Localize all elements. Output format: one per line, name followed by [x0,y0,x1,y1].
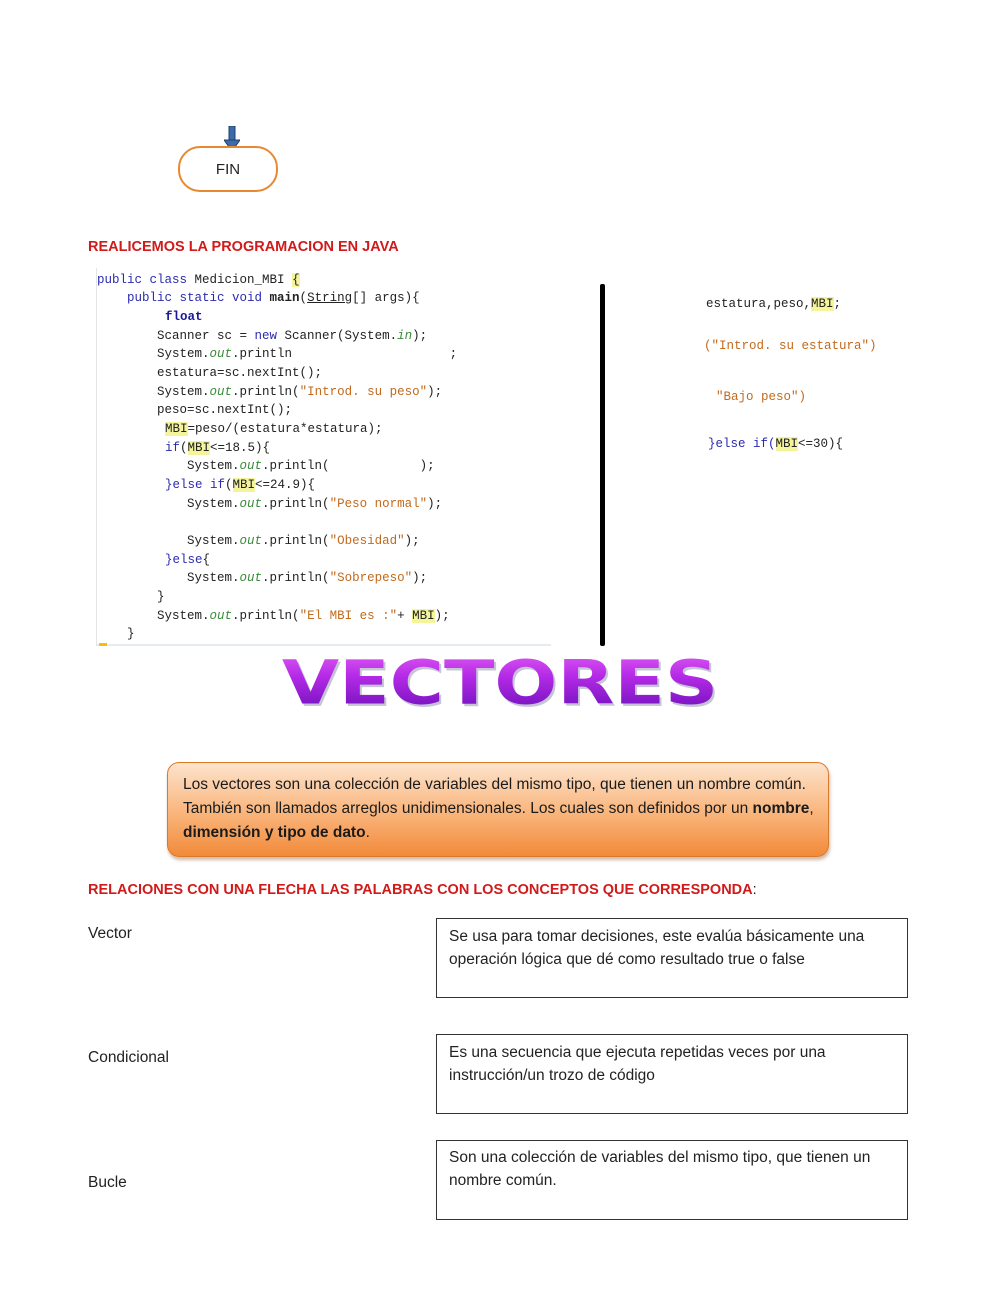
code-line: float [165,310,203,324]
definition-end: . [365,824,370,841]
code-line: public static void main(String[] args){ [97,291,420,305]
vertical-divider [600,284,605,646]
concept-box-vector[interactable]: Son una colección de variables del mismo tipo, que tienen un nombre común. [436,1140,908,1220]
word-condicional[interactable]: Condicional [88,1049,169,1066]
code-line: Scanner sc = new Scanner(System.in); [97,329,428,343]
code-line: }else if(MBI<=24.9){ [165,478,316,492]
definition-separator: , [809,800,814,817]
code-line: System.out.println ; [97,347,458,361]
code-line: } [97,627,135,641]
vectores-wordart-title: VECTORES [0,650,1000,716]
code-line: estatura=sc.nextInt(); [97,366,323,380]
definition-bold-name: nombre [752,800,810,817]
panel-bottom-marker [99,643,107,646]
code-line: System.out.println("Obesidad"); [97,534,420,548]
panel-bottom-rule [97,644,551,646]
code-line: public class Medicion_MBI { [97,273,300,287]
code-line: peso=sc.nextInt(); [97,403,293,417]
concept-box-loop[interactable]: Es una secuencia que ejecuta repetidas veces por una instrucción/un trozo de código [436,1034,908,1114]
end-label: FIN [215,160,241,178]
word-vector[interactable]: Vector [88,925,132,942]
code-line: if(MBI<=18.5){ [165,441,271,455]
java-code-panel [96,268,551,646]
flowchart-end-terminator [178,146,278,192]
code-line: }else{ [165,553,211,567]
code-line: } [97,590,165,604]
code-line: MBI=peso/(estatura*estatura); [165,422,383,436]
code-fragment-variables[interactable]: estatura,peso,MBI; [706,297,842,311]
code-fragment-else-if[interactable]: }else if(MBI<=30){ [708,437,844,451]
code-line: System.out.println("Introd. su peso"); [97,385,443,399]
definition-bold-dimension: dimensión y tipo de dato [183,824,366,841]
code-fragment-bajo-peso[interactable]: "Bajo peso") [716,390,807,404]
matching-heading: RELACIONES CON UNA FLECHA LAS PALABRAS CON LOS CONCEPTOS QUE CORRESPONDA: [88,882,757,898]
code-line: System.out.println("El MBI es :"+ MBI); [97,609,450,623]
java-section-heading: REALICEMOS LA PROGRAMACION EN JAVA [88,239,399,255]
code-line: System.out.println( ); [97,459,435,473]
code-fragment-introd-estatura[interactable]: ("Introd. su estatura") [704,339,877,353]
word-bucle[interactable]: Bucle [88,1174,127,1191]
vector-definition-box [167,762,829,857]
code-line: System.out.println("Sobrepeso"); [97,571,428,585]
code-line: System.out.println("Peso normal"); [97,497,443,511]
definition-text: Los vectores son una colección de variables del mismo tipo, que tienen un nombre común. También son llamados arreglos unidimensionales. Los cuales son definidos por un [183,776,806,817]
concept-box-decision[interactable]: Se usa para tomar decisiones, este evalúa básicamente una operación lógica que dé como resultado true o false [436,918,908,998]
